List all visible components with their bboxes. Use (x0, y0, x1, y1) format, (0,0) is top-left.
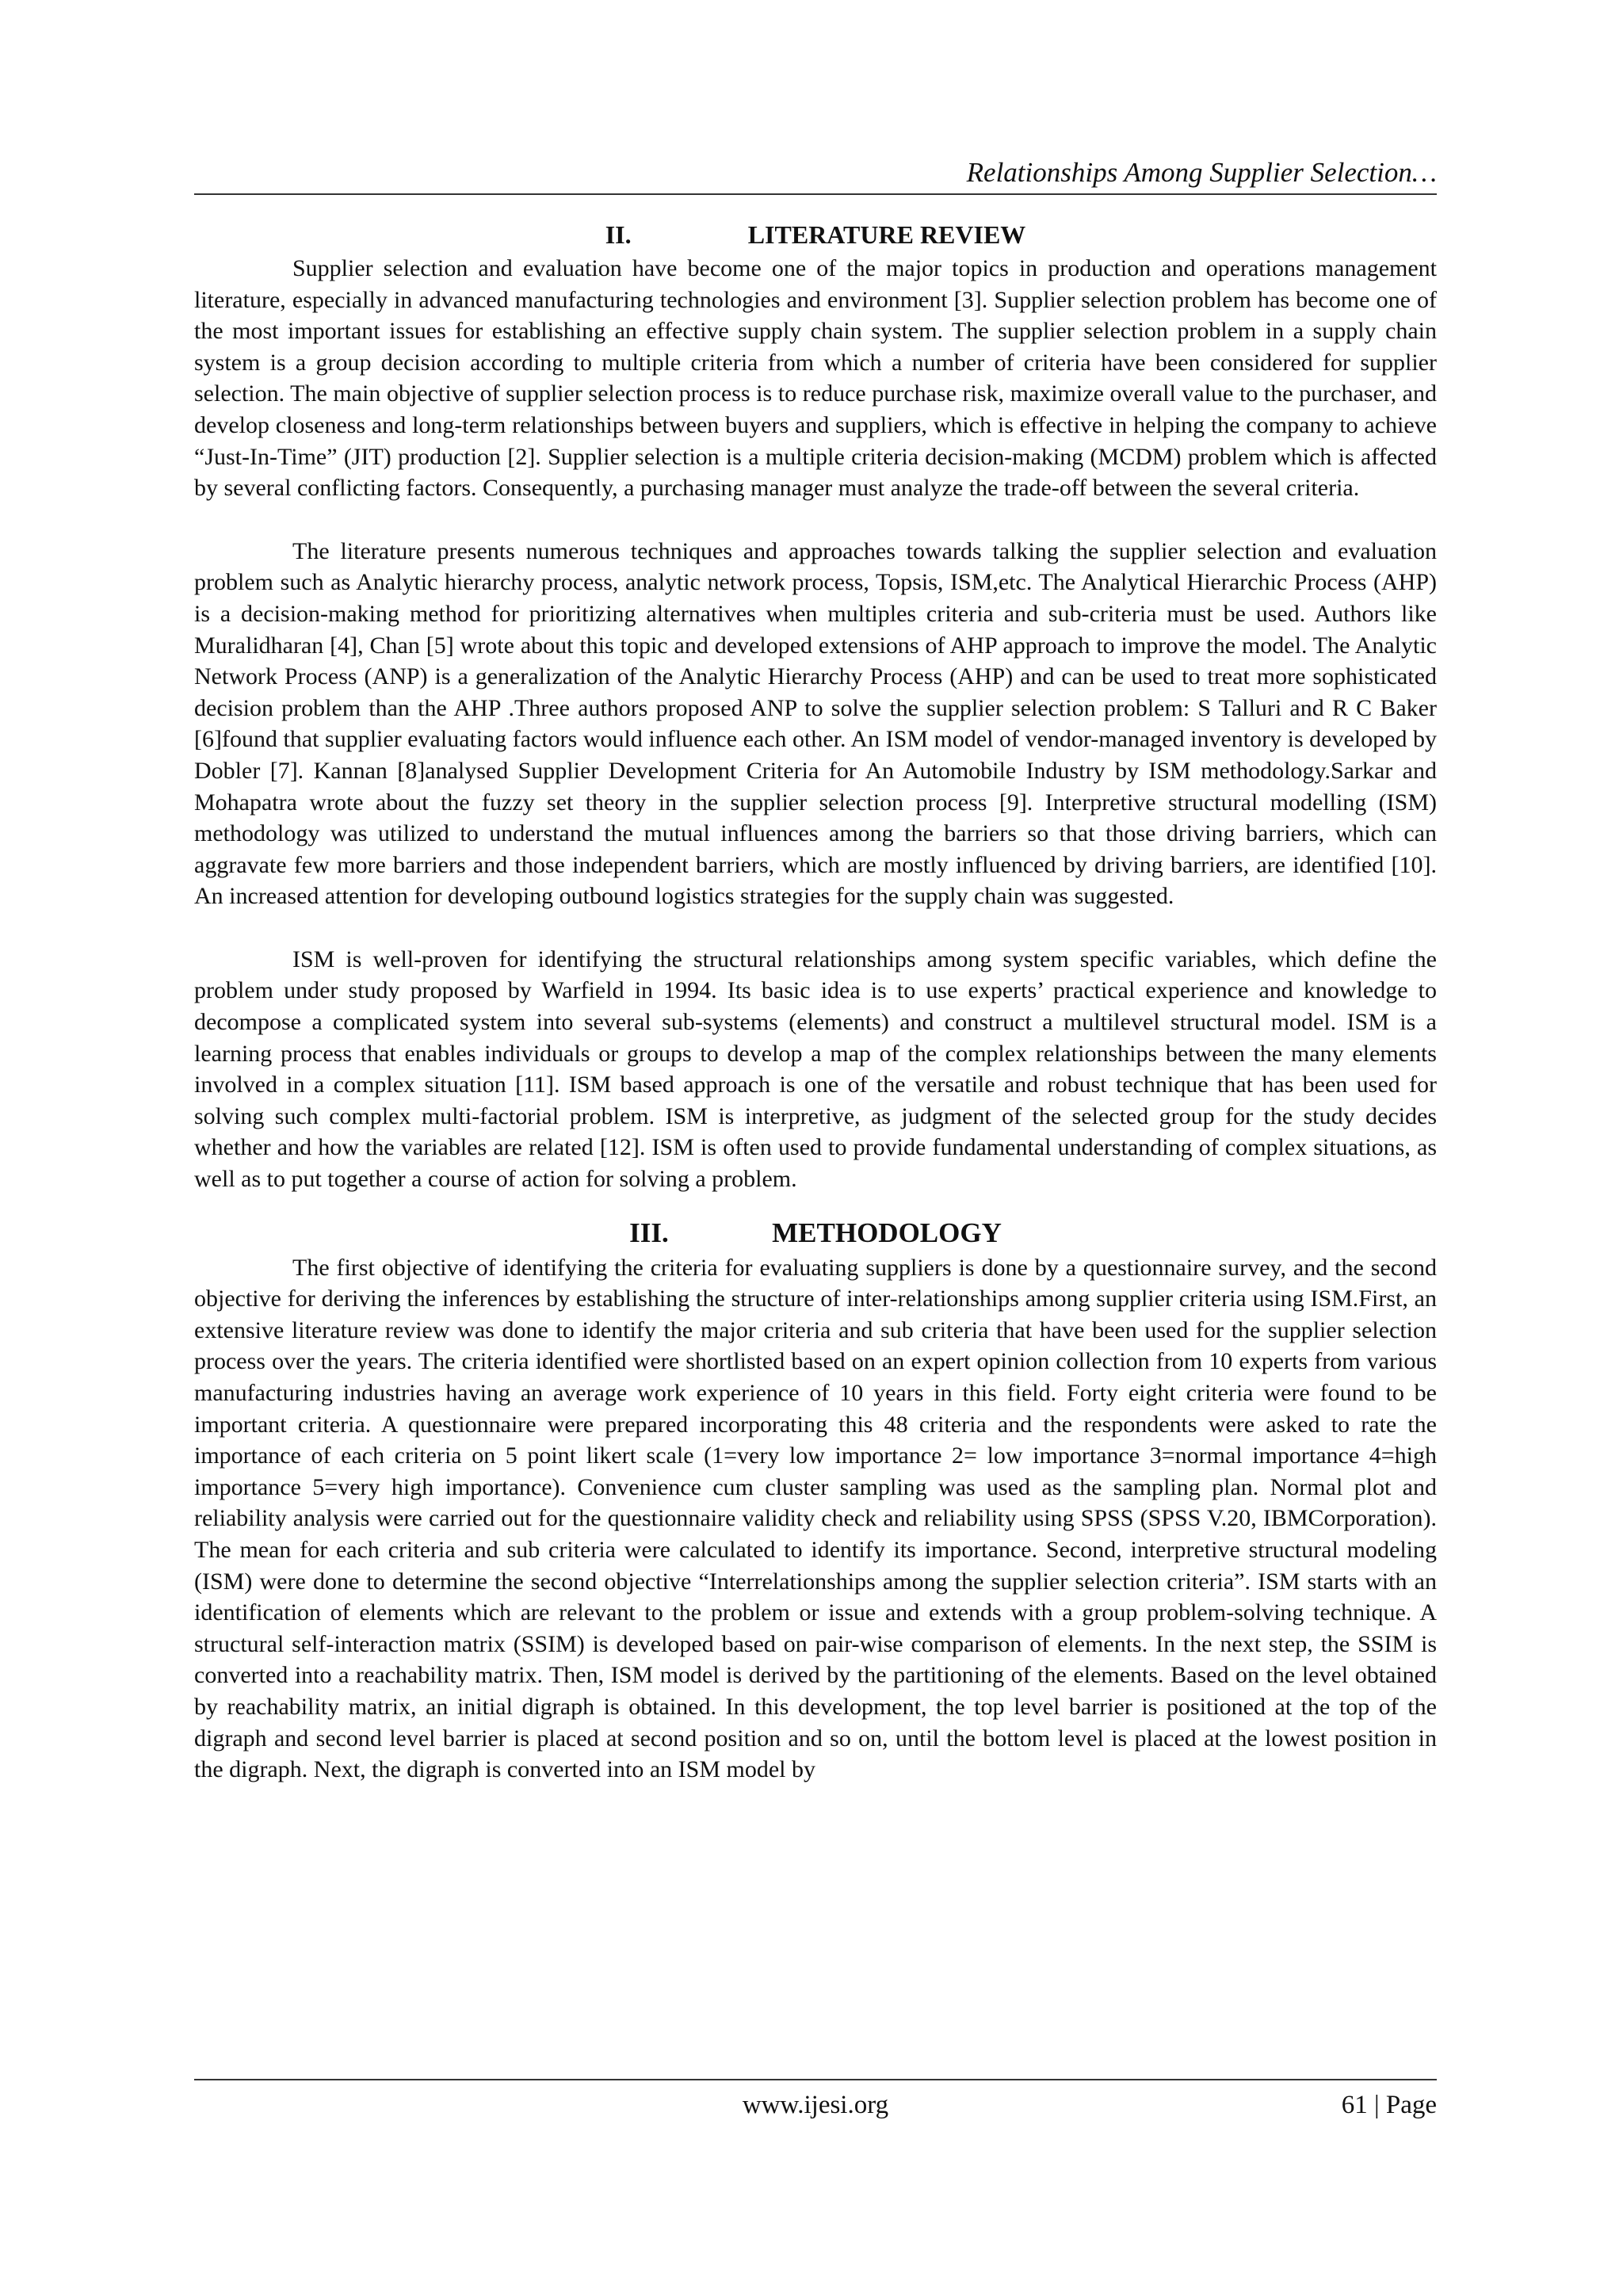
paragraph: The literature presents numerous techniques and approaches towards talking the supplier selection and evaluation problem such as Analytic hierarchy process, analytic network process, Topsis, ISM,etc. The Analytical Hierarchic Process (AHP) is a decision-making method for prioritizing alternatives when multiples criteria and sub-criteria must be used. Authors like Muralidharan [4], Chan [5] wrote about this topic and developed extensions of AHP approach to improve the model. The Analytic Network Process (ANP) is a generalization of the Analytic Hierarchy Process (AHP) and can be used to treat more sophisticated decision problem than the AHP .Three authors proposed ANP to solve the supplier selection problem: S Talluri and R C Baker [6]found that supplier evaluating factors would influence each other. An ISM model of vendor-managed inventory is developed by Dobler [7]. Kannan [8]analysed Supplier Development Criteria for An Automobile Industry by ISM methodology.Sarkar and Mohapatra wrote about the fuzzy set theory in the supplier selection process [9]. Interpretive structural modelling (ISM) methodology was utilized to understand the mutual influences among the barriers so that those driving barriers, which can aggravate few more barriers and those independent barriers, which are mostly influenced by driving barriers, are identified [10]. An increased attention for developing outbound logistics strategies for the supply chain was suggested. (194, 537, 1437, 910)
paragraph: Supplier selection and evaluation have become one of the major topics in production and operations management literature, especially in advanced manufacturing technologies and environment [3]. Supplier selection problem has become one of the most important issues for establishing an effective supply chain system. The supplier selection problem in a supply chain system is a group decision according to multiple criteria from which a number of criteria have been considered for supplier selection. The main objective of supplier selection process is to reduce purchase risk, maximize overall value to the purchaser, and develop closeness and long-term relationships between buyers and suppliers, which is effective in helping the company to achieve “Just-In-Time” (JIT) production [2]. Supplier selection is a multiple criteria decision-making (MCDM) problem which is affected by several conflicting factors. Consequently, a purchasing manager must analyze the trade-off between the several criteria. (194, 255, 1437, 502)
document-page (194, 0, 1437, 2296)
section-number: III. (629, 1217, 669, 1248)
paragraph-spacer (194, 504, 1437, 536)
section-number: II. (605, 220, 632, 249)
running-header: Relationships Among Supplier Selection… (966, 157, 1437, 188)
paragraph: The first objective of identifying the criteria for evaluating suppliers is done by a questionnaire survey, and the second objective for deriving the inferences by establishing the structure of inter-relationships among supplier criteria using ISM.First, an extensive literature review was done to identify the major criteria and sub criteria that have been used for the supplier selection process over the years. The criteria identified were shortlisted based on an expert opinion collection from 10 experts from various manufacturing industries having an average work experience of 10 years in this field. Forty eight criteria were found to be important criteria. A questionnaire were prepared incorporating this 48 criteria and the respondents were asked to rate the importance of each criteria on 5 point likert scale (1=very low importance 2= low importance 3=normal importance 4=high importance 5=very high importance). Convenience cum cluster sampling was used as the sampling plan. Normal plot and reliability analysis were carried out for the questionnaire validity check and reliability using SPSS (SPSS V.20, IBMCorporation). The mean for each criteria and sub criteria were calculated to identify its importance. Second, interpretive structural modeling (ISM) were done to determine the second objective “Interrelationships among the supplier selection criteria”. ISM starts with an identification of elements which are relevant to the problem or issue and extends with a group problem-solving technique. A structural self-interaction matrix (SSIM) is developed based on pair-wise comparison of elements. In the next step, the SSIM is converted into a reachability matrix. Then, ISM model is derived by the partitioning of the elements. Based on the level obtained by reachability matrix, an initial digraph is obtained. In this development, the top level barrier is positioned at the top of the digraph and second level barrier is placed at second position and so on, until the bottom level is placed at the lowest position in the digraph. Next, the digraph is converted into an ISM model by (194, 1254, 1437, 1783)
page-content (194, 218, 1437, 1786)
section-title: LITERATURE REVIEW (747, 220, 1026, 249)
section-title: METHODOLOGY (772, 1217, 1002, 1248)
paragraph-spacer (194, 912, 1437, 944)
footer-rule (194, 2079, 1437, 2080)
section-heading-methodology (194, 1216, 1437, 1251)
section-heading-literature-review (194, 218, 1437, 251)
page-number: 61 | Page (1341, 2091, 1437, 2119)
paragraph: ISM is well-proven for identifying the structural relationships among system specific variables, which define the problem under study proposed by Warfield in 1994. Its basic idea is to use experts’ practical experience and knowledge to decompose a complicated system into several sub-systems (elements) and construct a multilevel structural model. ISM is a learning process that enables individuals or groups to develop a map of the complex relationships between the many elements involved in a complex situation [11]. ISM based approach is one of the versatile and robust technique that has been used for solving such complex multi-factorial problem. ISM is interpretive, as judgment of the selected group for the study decides whether and how the variables are related [12]. ISM is often used to provide fundamental understanding of complex situations, as well as to put together a course of action for solving a problem. (194, 946, 1437, 1193)
footer-url: www.ijesi.org (742, 2091, 889, 2119)
header-rule (194, 193, 1437, 195)
